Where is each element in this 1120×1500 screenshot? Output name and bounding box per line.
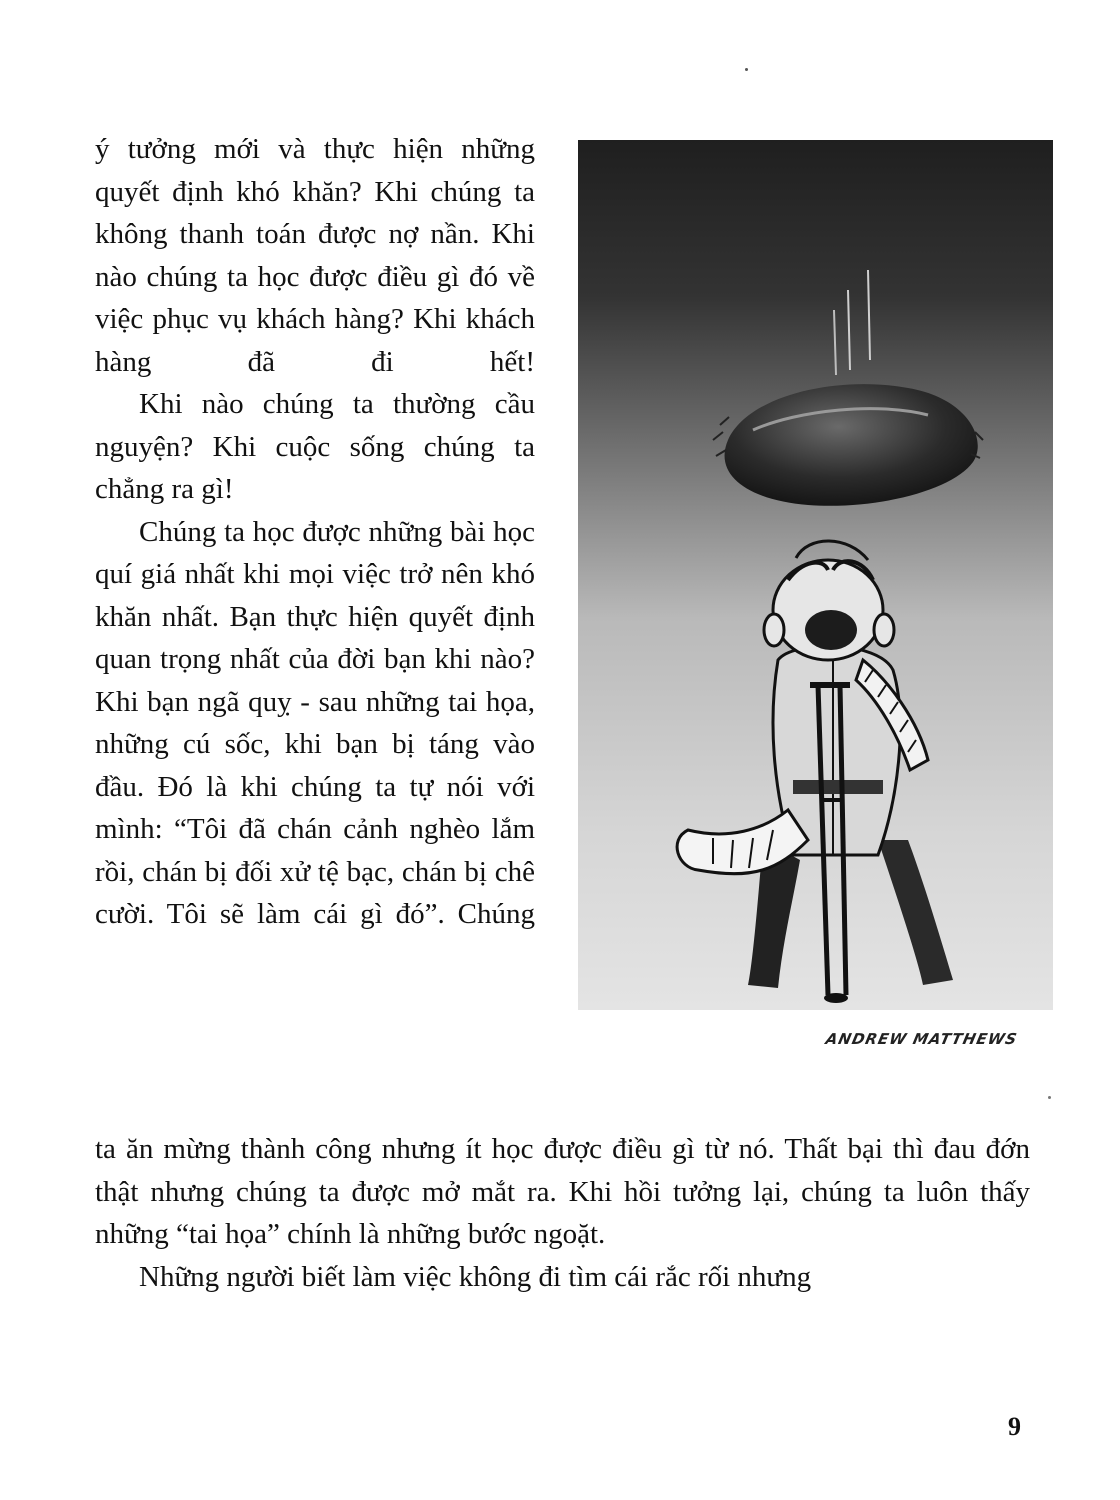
paragraph: Khi nào chúng ta thường cầu nguyện? Khi cuộc sống chúng ta chẳng ra gì!	[95, 388, 535, 505]
scan-speck	[745, 68, 748, 71]
artist-signature: ANDREW MATTHEWS	[824, 1030, 1020, 1048]
cartoon-illustration	[578, 140, 1053, 1010]
paragraph: ta ăn mừng thành công nhưng ít học được điều gì từ nó. Thất bại thì đau đớn thật nhưng chúng ta được mở mắt ra. Khi hồi tưởng lại, chúng ta luôn thấy những “tai họa” chính là những bước ngoặt.	[95, 1133, 1030, 1250]
paragraph: Chúng ta học được những bài học quí giá nhất khi mọi việc trở nên khó khăn nhất. Bạn thực hiện quyết định quan trọng nhất của đời bạn khi nào? Khi bạn ngã quỵ - sau những tai họa, những cú sốc, khi bạn bị táng vào đầu. Đó là khi chúng ta tự nói với mình: “Tôi đã chán cảnh nghèo lắm rồi, chán bị đối xử tệ bạc, chán bị chê cười. Tôi sẽ làm cái gì đó”. Chúng	[95, 515, 535, 930]
paragraph: Những người biết làm việc không đi tìm cái rắc rối nhưng	[139, 1260, 812, 1293]
page-number: 9	[1008, 1412, 1021, 1441]
text-full-width	[95, 1128, 1030, 1298]
scan-speck	[1048, 1096, 1051, 1099]
paragraph: ý tưởng mới và thực hiện những quyết định khó khăn? Khi chúng ta không thanh toán được nợ nần. Khi nào chúng ta học được điều gì đó về việc phục vụ khách hàng? Khi khách hàng đã đi hết!	[95, 133, 535, 378]
cartoon-drawing	[578, 140, 1053, 1010]
text-column	[95, 128, 535, 936]
